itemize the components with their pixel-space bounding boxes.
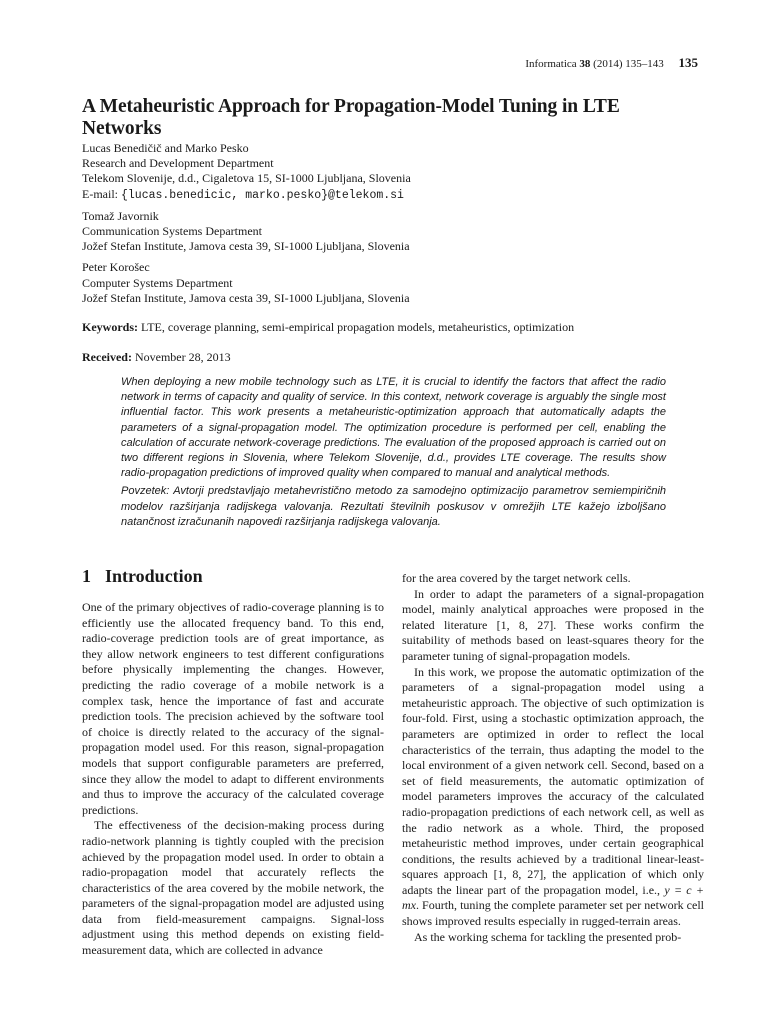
paragraph-text: In this work, we propose the automatic optimization of the parameters of a signal-propagation model using a metaheuristic approach. The objective of such optimization is four-fold. First, using a stochastic optimization approach, the parameters are optimized in order to reflect the local characteristics of the terrain, thus adapting the model to the local environment of a given network cell. Second, based on a set of field measurements, the automatic optimization of model parameters improves the accuracy of the calculated radio-propagation predictions of each network cell, as well as the radio network as a whole. Third, the proposed metaheuristic method improves, under certain geographical conditions, the results achieved by a traditional linear-least-squares approach [1, 8, 27], the application of which only adapts the linear part of the propagation model, i.e., [402,664,704,897]
author-names: Lucas Benedičič and Marko Pesko [82,141,249,155]
journal-volume: 38 [579,58,591,70]
author-names: Peter Korošec [82,260,150,275]
organization: Jožef Stefan Institute, Jamova cesta 39, SI-1000 Ljubljana, Slovenia [82,239,410,254]
section-title: Introduction [105,566,203,586]
department: Computer Systems Department [82,275,233,290]
paragraph-text: . Fourth, tuning the complete parameter set per network cell shows improved results especially in rugged-terrain areas. [402,898,704,929]
received-label: Received: [82,350,132,364]
paragraph: for the area covered by the target network cells. [402,571,631,585]
affiliation-3 [82,260,702,306]
left-column [82,600,384,959]
section-heading [82,566,203,587]
paragraph [402,665,704,930]
email-label: E-mail: [82,186,118,201]
journal-name: Informatica [525,58,577,70]
organization: Jožef Stefan Institute, Jamova cesta 39, SI-1000 Ljubljana, Slovenia [82,290,410,305]
affiliation-1 [82,141,702,203]
affiliation-2 [82,209,702,255]
department: Communication Systems Department [82,224,262,239]
right-column [402,571,704,945]
paragraph: One of the primary objectives of radio-coverage planning is to efficiently use the allocated frequency band. To this end, radio-coverage prediction tools are of great importance, as they allow network engineers to test different configurations before physically implementing the changes. However, predicting the radio coverage of a mobile network is a complex task, hence the importance of fast and accurate prediction tools. The precision achieved by the software tool of choice is directly related to the accuracy of the signal-propagation model used. For this reason, signal-propagation models that support configurable parameters are preferred, since they allow the model to adapt to different environments and thus to improve the accuracy of the calculated coverage predictions. [82,600,384,817]
email-line [82,187,702,203]
paragraph: The effectiveness of the decision-making process during radio-network planning is tightly coupled with the precision achieved by the propagation model used. In order to obtain a radio-propagation model that accurately reflects the characteristics of the area covered by the mobile network, the parameters of the signal-propagation model are adjusted using data from field-measurement campaigns. Signal-loss adjustment using this method depends on existing field-measurement data, which are collected in advance [82,818,384,958]
author-names: Tomaž Javornik [82,208,159,223]
department: Research and Development Department [82,156,274,171]
paragraph: As the working schema for tackling the presented prob- [414,929,682,944]
keywords [82,320,702,335]
page-number: 135 [678,55,698,70]
inline-equation: y = c + mx [402,882,704,913]
organization: Telekom Slovenije, d.d., Cigaletova 15, SI-1000 Ljubljana, Slovenia [82,171,411,186]
author-block [82,141,702,312]
abstract-slovene: Povzetek: Avtorji predstavljajo metahevristično metodo za samodejno optimizacijo parametrov semiempiričnih modelov razširjanja radijskega valovanja. Rezultati številnih poskusov v omrežjih LTE kažejo izboljšano natančnost izračunanih napovedi razširjanja radijskega valovanja. [121,485,666,528]
email-address: {lucas.benedicic, marko.pesko}@telekom.si [121,188,404,202]
received-date [82,350,702,365]
paper-title: A Metaheuristic Approach for Propagation-Model Tuning in LTE Networks [82,96,620,139]
received-text: November 28, 2013 [134,350,231,364]
section-number: 1 [82,566,91,586]
abstract-english: When deploying a new mobile technology such as LTE, it is crucial to identify the factors that affect the radio network in terms of capacity and quality of service. In this context, network coverage is arguably the single most influential factor. This work presents a metaheuristic-optimization approach that automatically adapts the parameters of a signal-propagation model. The optimization procedure is performed per cell, enabling the calculation of accurate network-coverage predictions. The evaluation of the proposed approach is carried out on two different regions in Slovenia, where Telekom Slovenije, d.d., provides LTE coverage. The results show radio-propagation predictions of improved quality when compared to manual and analytical methods. [121,376,666,480]
keywords-label: Keywords: [82,320,138,334]
paragraph: In order to adapt the parameters of a signal-propagation model, mainly analytical approaches were proposed in the related literature [1, 8, 27]. These works confirm the suitability of methods based on least-squares theory for the parameter tuning of signal-propagation models. [402,586,704,663]
journal-year-pages: (2014) 135–143 [593,58,664,70]
keywords-text: LTE, coverage planning, semi-empirical propagation models, metaheuristics, optimization [141,320,575,334]
abstract [121,375,666,533]
running-header [525,55,698,71]
